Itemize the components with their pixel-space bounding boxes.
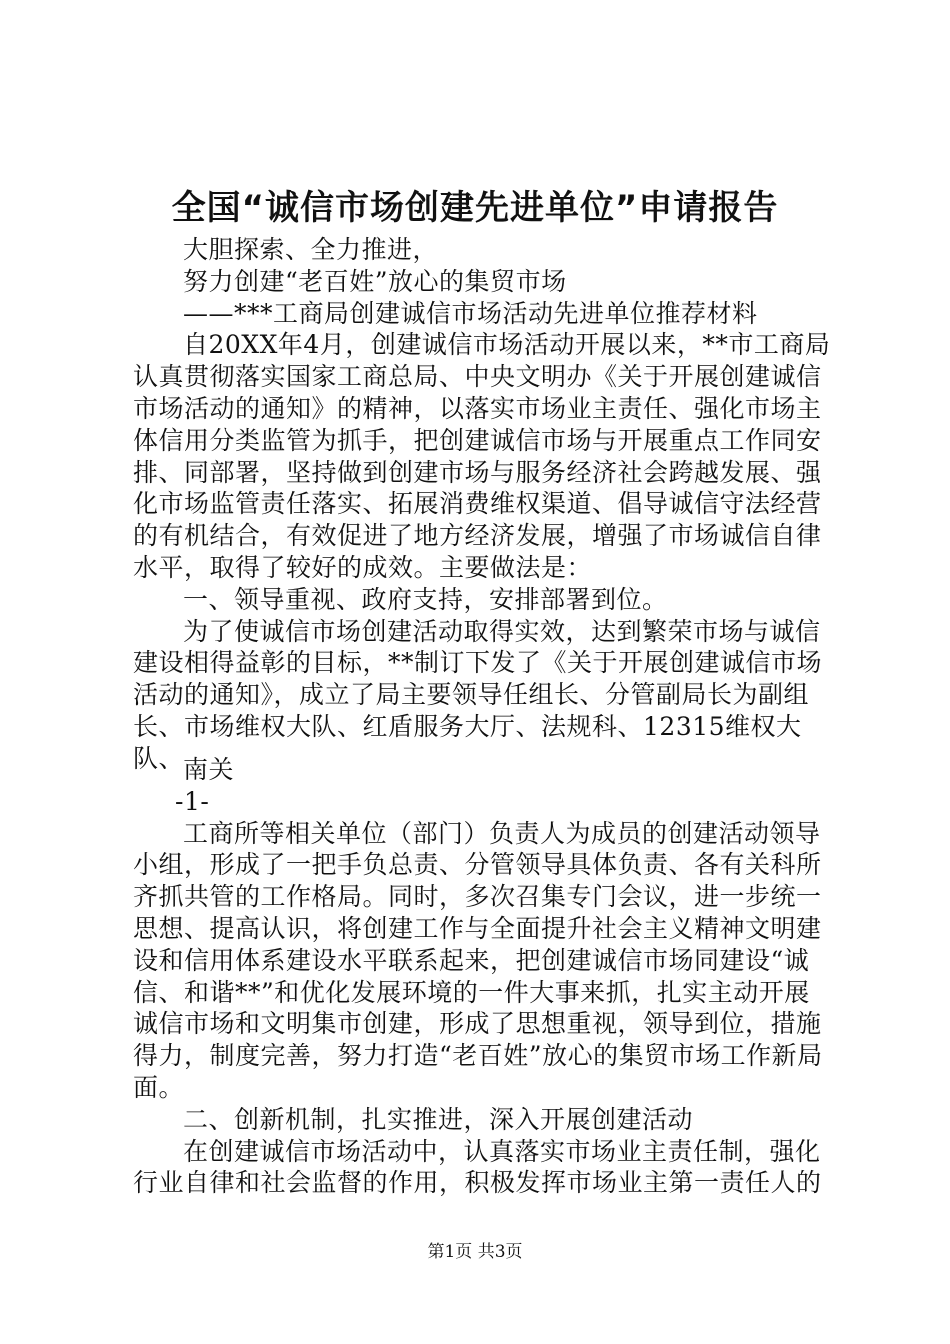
page-footer: 第1页 共3页 <box>427 1242 523 1262</box>
document-body-lower <box>133 754 833 1199</box>
paragraph-section-1-continued: 工商所等相关单位（部门）负责人为成员的创建活动领导小组，形成了一把手负总责、分管领导具体负责、各有关科所齐抓共管的工作格局。同时，多次召集专门会议，进一步统一思想、提高认识，将创建工作与全面提升社会主义精神文明建设和信用体系建设水平联系起来，把创建诚信市场同建设“诚信、和谐**”和优化发展环境的一件大事来抓，扎实主动开展诚信市场和文明集市创建，形成了思想重视，领导到位，措施得力，制度完善，努力打造“老百姓”放心的集贸市场工作新局面。 <box>133 818 823 1102</box>
paragraph-section-2: 在创建诚信市场活动中，认真落实市场业主责任制，强化行业自律和社会监督的作用，积极发挥市场业主第一责任人的 <box>133 1136 822 1198</box>
document-body-upper <box>133 234 833 775</box>
section-heading-1: 一、领导重视、政府支持，安排部署到位。 <box>183 584 668 614</box>
paragraph-fragment: 南关 <box>183 755 235 784</box>
document-title: 全国“诚信市场创建先进单位”申请报告 <box>171 188 779 228</box>
subtitle-line-2: 努力创建“老百姓”放心的集贸市场 <box>183 266 567 296</box>
page-marker: -1- <box>175 786 210 816</box>
paragraph-intro: 自20XX年4月，创建诚信市场活动开展以来，**市工商局认真贯彻落实国家工商总局、中央文明办《关于开展创建诚信市场活动的通知》的精神，以落实市场业主责任、强化市场主体信用分类监管为抓手，把创建诚信市场与开展重点工作同安排、同部署，坚持做到创建市场与服务经济社会跨越发展、强化市场监管责任落实、拓展消费维权渠道、倡导诚信守法经营的有机结合，有效促进了地方经济发展，增强了市场诚信自律水平，取得了较好的成效。主要做法是： <box>133 330 831 582</box>
section-heading-2: 二、创新机制，扎实推进，深入开展创建活动 <box>183 1104 694 1134</box>
paragraph-section-1: 为了使诚信市场创建活动取得实效，达到繁荣市场与诚信建设相得益彰的目标，**制订下发了《关于开展创建诚信市场活动的通知》，成立了局主要领导任组长、分管副局长为副组长、市场维权大队、红盾服务大厅、法规科、12315维权大队、 <box>133 616 823 773</box>
subtitle-line-3: ——***工商局创建诚信市场活动先进单位推荐材料 <box>183 298 758 328</box>
subtitle-line-1: 大胆探索、全力推进， <box>183 235 439 264</box>
